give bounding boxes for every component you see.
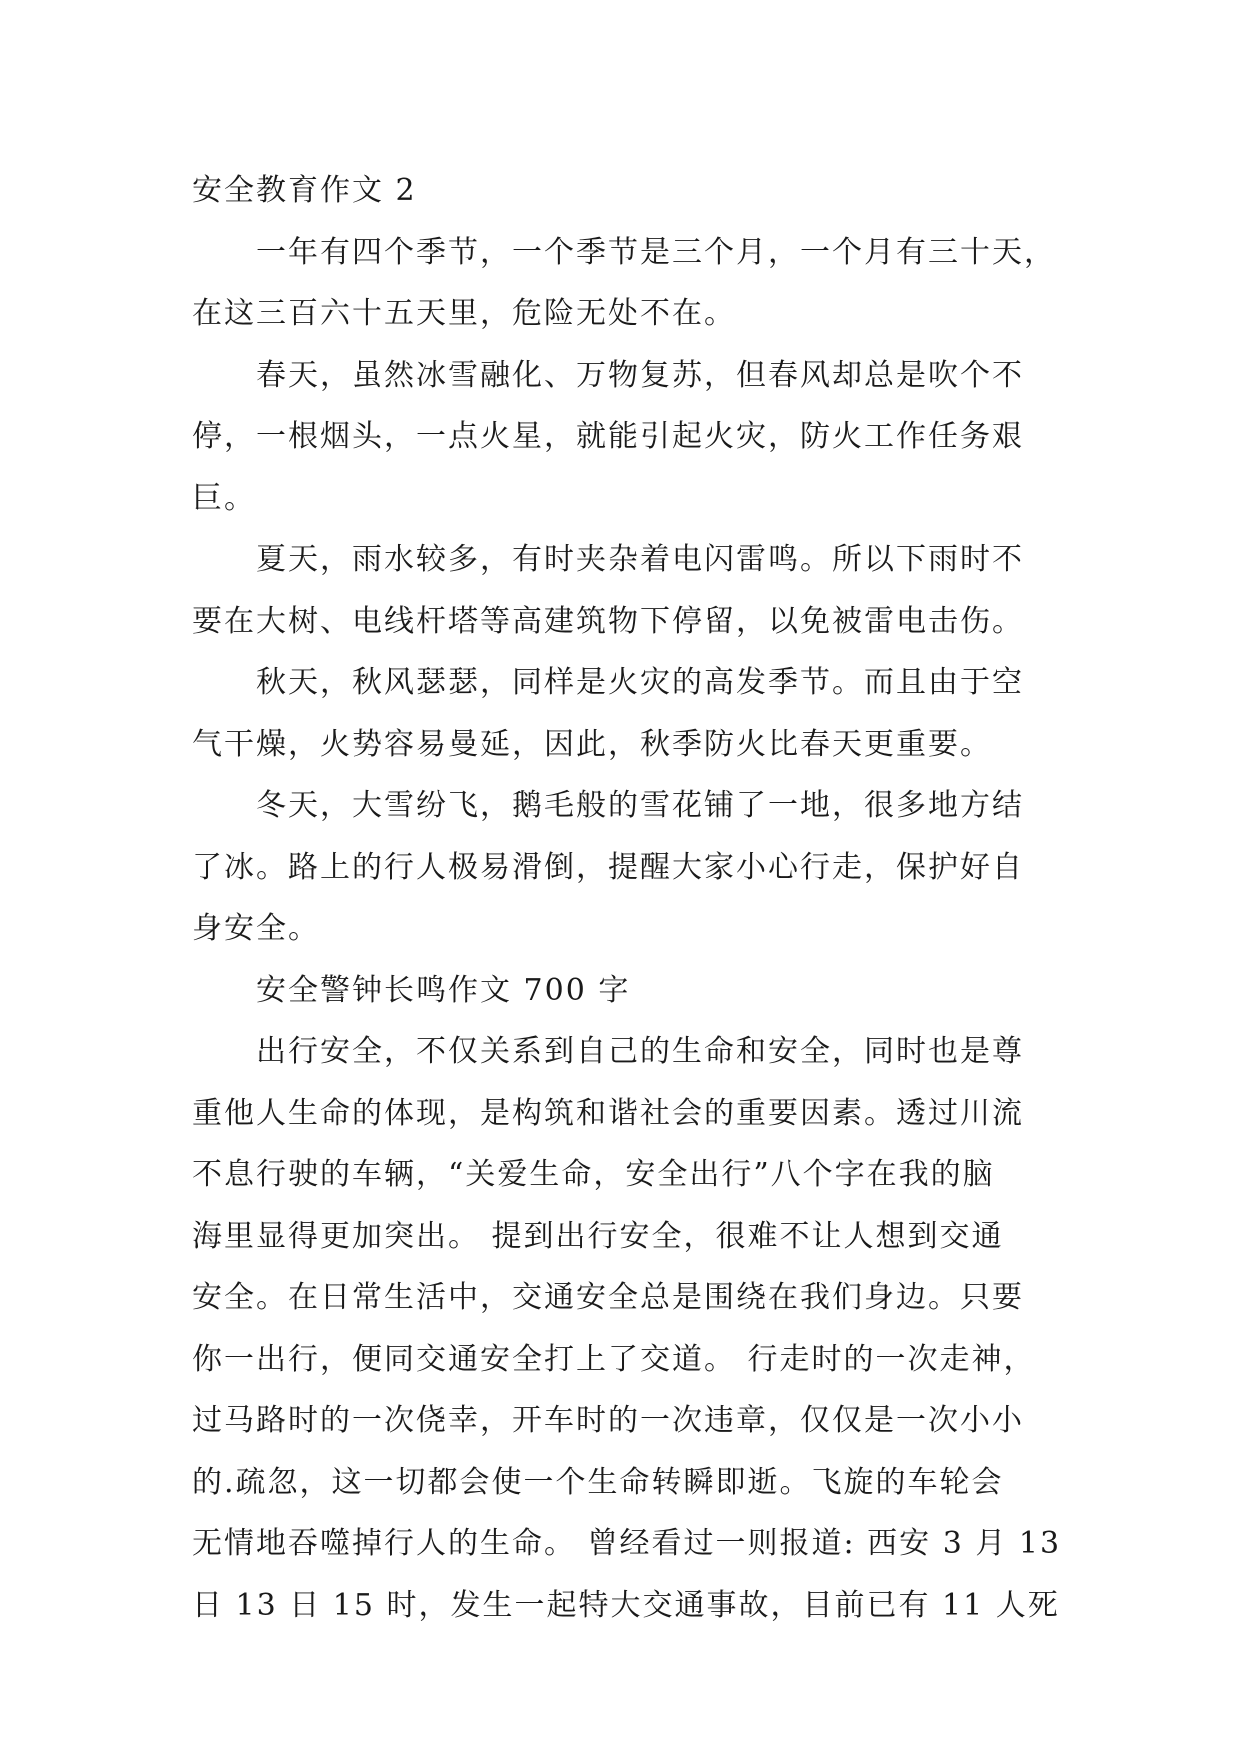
paragraph-line: 了冰。路上的行人极易滑倒，提醒大家小心行走，保护好自 [192,849,1024,885]
paragraph-line: 安全。在日常生活中，交通安全总是围绕在我们身边。只要 [192,1280,1024,1315]
paragraph-line: 出行安全，不仅关系到自己的生命和安全，同时也是尊 [256,1034,1024,1069]
document-body [192,160,1072,1636]
paragraph-line: 不息行驶的车辆，“关爱生命，安全出行”八个字在我的脑 [192,1157,995,1192]
paragraph-line: 过马路时的一次侥幸，开车时的一次违章，仅仅是一次小小 [192,1403,1024,1438]
paragraph-line: 巨。 [192,480,256,516]
paragraph-line: 重他人生命的体现，是构筑和谐社会的重要因素。透过川流 [192,1095,1024,1131]
paragraph-line: 日 13 日 15 时，发生一起特大交通事故，目前已有 11 人死 [192,1587,1060,1623]
paragraph-line: 一年有四个季节，一个季节是三个月，一个月有三十天， [256,234,1056,270]
paragraph-line: 停，一根烟头，一点火星，就能引起火灾，防火工作任务艰 [192,419,1024,454]
paragraph-line: 气干燥，火势容易曼延，因此，秋季防火比春天更重要。 [192,726,992,762]
paragraph-line: 夏天，雨水较多，有时夹杂着电闪雷鸣。所以下雨时不 [256,542,1024,577]
paragraph-line: 在这三百六十五天里，危险无处不在。 [192,296,736,331]
paragraph-line: 要在大树、电线杆塔等高建筑物下停留，以免被雷电击伤。 [192,603,1024,639]
paragraph-line: 身安全。 [192,911,320,946]
section-heading: 安全警钟长鸣作文 700 字 [256,972,631,1008]
paragraph-line: 你一出行，便同交通安全打上了交道。 行走时的一次走神， [192,1341,1036,1377]
document-title: 安全教育作文 2 [192,173,417,208]
paragraph-line: 无情地吞噬掉行人的生命。 曾经看过一则报道: 西安 3 月 13 [192,1526,1062,1561]
paragraph-line: 春天，虽然冰雪融化、万物复苏，但春风却总是吹个不 [256,357,1024,393]
paragraph-line: 冬天，大雪纷飞，鹅毛般的雪花铺了一地，很多地方结 [256,788,1024,823]
paragraph-line: 的.疏忽，这一切都会使一个生命转瞬即逝。飞旋的车轮会 [192,1464,1004,1500]
paragraph-line: 海里显得更加突出。 提到出行安全，很难不让人想到交通 [192,1218,1004,1254]
paragraph-line: 秋天，秋风瑟瑟，同样是火灾的高发季节。而且由于空 [256,665,1024,700]
